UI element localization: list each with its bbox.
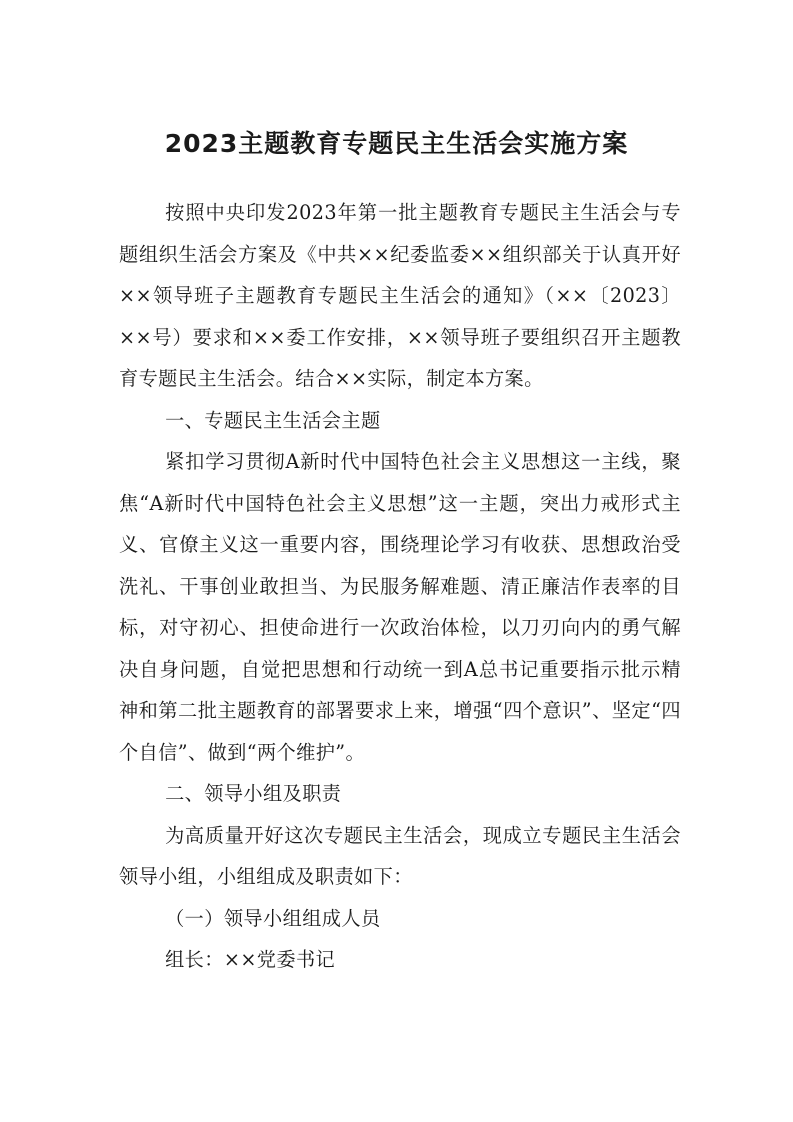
subsection-heading-members: （一）领导小组组成人员	[165, 906, 381, 930]
theme-paragraph: 紧扣学习贯彻A新时代中国特色社会主义思想这一主线，聚焦“A新时代中国特色社会主义思想”这一主题，突出力戒形式主义、官僚主义这一重要内容，围绕理论学习有收获、思想政治受洗礼、干事创业敢担当、为民服务解难题、清正廉洁作表率的目标，对守初心、担使命进行一次政治体检，以刀刃向内的勇气解决自身问题，自觉把思想和行动统一到A总书记重要指示批示精神和第二批主题教育的部署要求上来，增强“四个意识”、坚定“四个自信”、做到“两个维护”。	[119, 450, 681, 764]
document-title: 2023主题教育专题民主生活会实施方案	[164, 129, 629, 158]
intro-paragraph: 按照中央印发2023年第一批主题教育专题民主生活会与专题组织生活会方案及《中共××纪委监委××组织部关于认真开好××领导班子主题教育专题民主生活会的通知》（××〔2023〕××号）要求和××委工作安排，××领导班子要组织召开主题教育专题民主生活会。结合××实际，制定本方案。	[119, 201, 681, 390]
document-body	[119, 192, 681, 981]
section-heading-leadership: 二、领导小组及职责	[165, 782, 342, 805]
leadership-paragraph: 为高质量开好这次专题民主生活会，现成立专题民主生活会领导小组，小组组成及职责如下：	[119, 823, 681, 888]
section-heading-theme: 一、专题民主生活会主题	[165, 408, 381, 432]
group-leader-line: 组长：××党委书记	[165, 948, 336, 971]
